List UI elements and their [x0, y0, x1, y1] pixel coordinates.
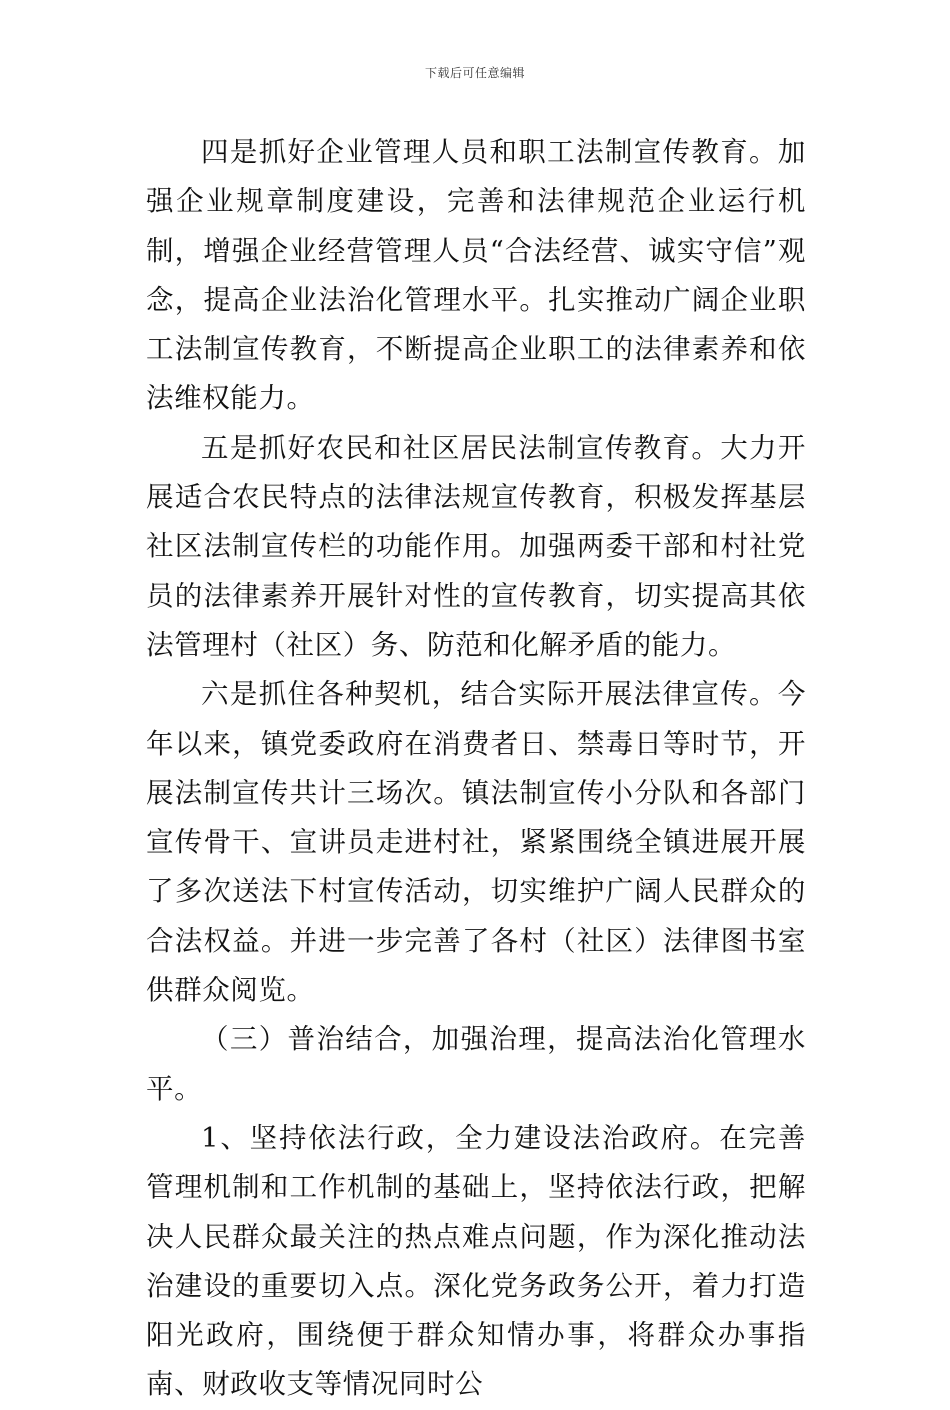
- paragraph-farmer-community-legal-education: 五是抓好农民和社区居民法制宣传教育。大力开展适合农民特点的法律法规宣传教育，积极发挥基层社区法制宣传栏的功能作用。加强两委干部和村社党员的法律素养开展针对性的宣传教育，切实提高其依法管理村（社区）务、防范和化解矛盾的能力。: [146, 431, 806, 661]
- paragraph-legal-publicity-events: 六是抓住各种契机，结合实际开展法律宣传。今年以来，镇党委政府在消费者日、禁毒日等时节，开展法制宣传共计三场次。镇法制宣传小分队和各部门宣传骨干、宣讲员走进村社，紧紧围绕全镇进展开展了多次送法下村宣传活动，切实维护广阔人民群众的合法权益。并进一步完善了各村（社区）法律图书室供群众阅览。: [146, 678, 806, 1007]
- paragraph-law-based-administration: 1、坚持依法行政，全力建设法治政府。在完善管理机制和工作机制的基础上，坚持依法行政，把解决人民群众最关注的热点难点问题，作为深化推动法治建设的重要切入点。深化党务政务公开，着力打造阳光政府，围绕便于群众知情办事，将群众办事指南、财政收支等情况同时公: [146, 1121, 806, 1401]
- page-header-note: 下载后可任意编辑: [424, 66, 525, 80]
- document-body: [146, 128, 806, 1410]
- paragraph-enterprise-legal-education: 四是抓好企业管理人员和职工法制宣传教育。加强企业规章制度建设，完善和法律规范企业运行机制，增强企业经营管理人员“合法经营、诚实守信”观念，提高企业法治化管理水平。扎实推动广阔企业职工法制宣传教育，不断提高企业职工的法律素养和依法维权能力。: [146, 136, 806, 415]
- section-heading-governance: （三）普治结合，加强治理，提高法治化管理水平。: [146, 1023, 806, 1105]
